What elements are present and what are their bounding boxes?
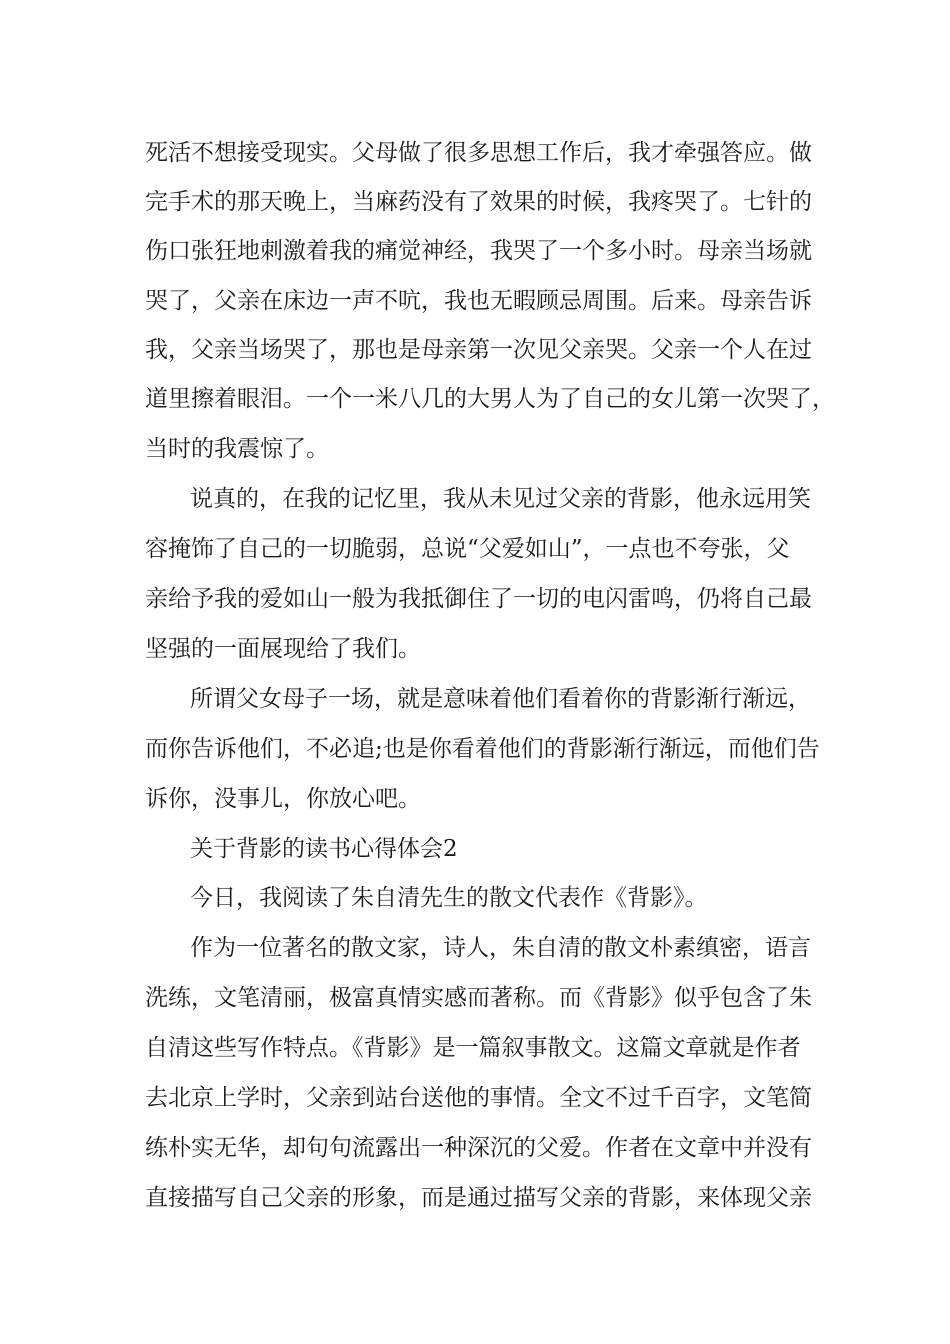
text-line: 诉你，没事儿，你放心吧。 — [145, 786, 421, 812]
text-line: 直接描写自己父亲的形象，而是通过描写父亲的背影，来体现父亲 — [145, 1185, 812, 1211]
text-line: 当时的我震惊了。 — [145, 436, 329, 462]
text-line: 今日，我阅读了朱自清先生的散文代表作《背影》。 — [190, 885, 708, 911]
text-line: 坚强的一面展现给了我们。 — [145, 636, 421, 662]
text-line: 完手术的那天晚上，当麻药没有了效果的时候，我疼哭了。七针的 — [145, 189, 812, 215]
text-line: 而你告诉他们，不必追;也是你看着他们的背影渐行渐远，而他们告 — [145, 736, 820, 762]
text-line: 道里擦着眼泪。一个一米八几的大男人为了自己的女儿第一次哭了， — [145, 386, 835, 412]
text-line: 所谓父女母子一场，就是意味着他们看着你的背影渐行渐远， — [190, 686, 811, 712]
text-line: 洗练，文笔清丽，极富真情实感而著称。而《背影》似乎包含了朱 — [145, 985, 812, 1011]
section-heading: 关于背影的读书心得体会2 — [190, 836, 458, 862]
text-line: 我，父亲当场哭了，那也是母亲第一次见父亲哭。父亲一个人在过 — [145, 337, 812, 363]
text-line: 去北京上学时，父亲到站台送他的事情。全文不过千百字，文笔简 — [145, 1085, 812, 1111]
text-line: 伤口张狂地刺激着我的痛觉神经，我哭了一个多小时。母亲当场就 — [145, 238, 812, 264]
text-line: 作为一位著名的散文家，诗人，朱自清的散文朴素缜密，语言 — [190, 935, 811, 961]
text-line: 自清这些写作特点。《背影》是一篇叙事散文。这篇文章就是作者 — [145, 1035, 801, 1061]
text-line: 容掩饰了自己的一切脆弱，总说“父爱如山”，一点也不夸张，父 — [145, 536, 790, 562]
text-line: 死活不想接受现实。父母做了很多思想工作后，我才牵强答应。做 — [145, 140, 812, 166]
text-line: 哭了，父亲在床边一声不吭，我也无暇顾忌周围。后来。母亲告诉 — [145, 288, 812, 314]
text-line: 亲给予我的爱如山一般为我抵御住了一切的电闪雷鸣，仍将自己最 — [145, 586, 812, 612]
text-line: 练朴实无华，却句句流露出一种深沉的父爱。作者在文章中并没有 — [145, 1135, 812, 1161]
text-line: 说真的，在我的记忆里，我从未见过父亲的背影，他永远用笑 — [190, 486, 811, 512]
